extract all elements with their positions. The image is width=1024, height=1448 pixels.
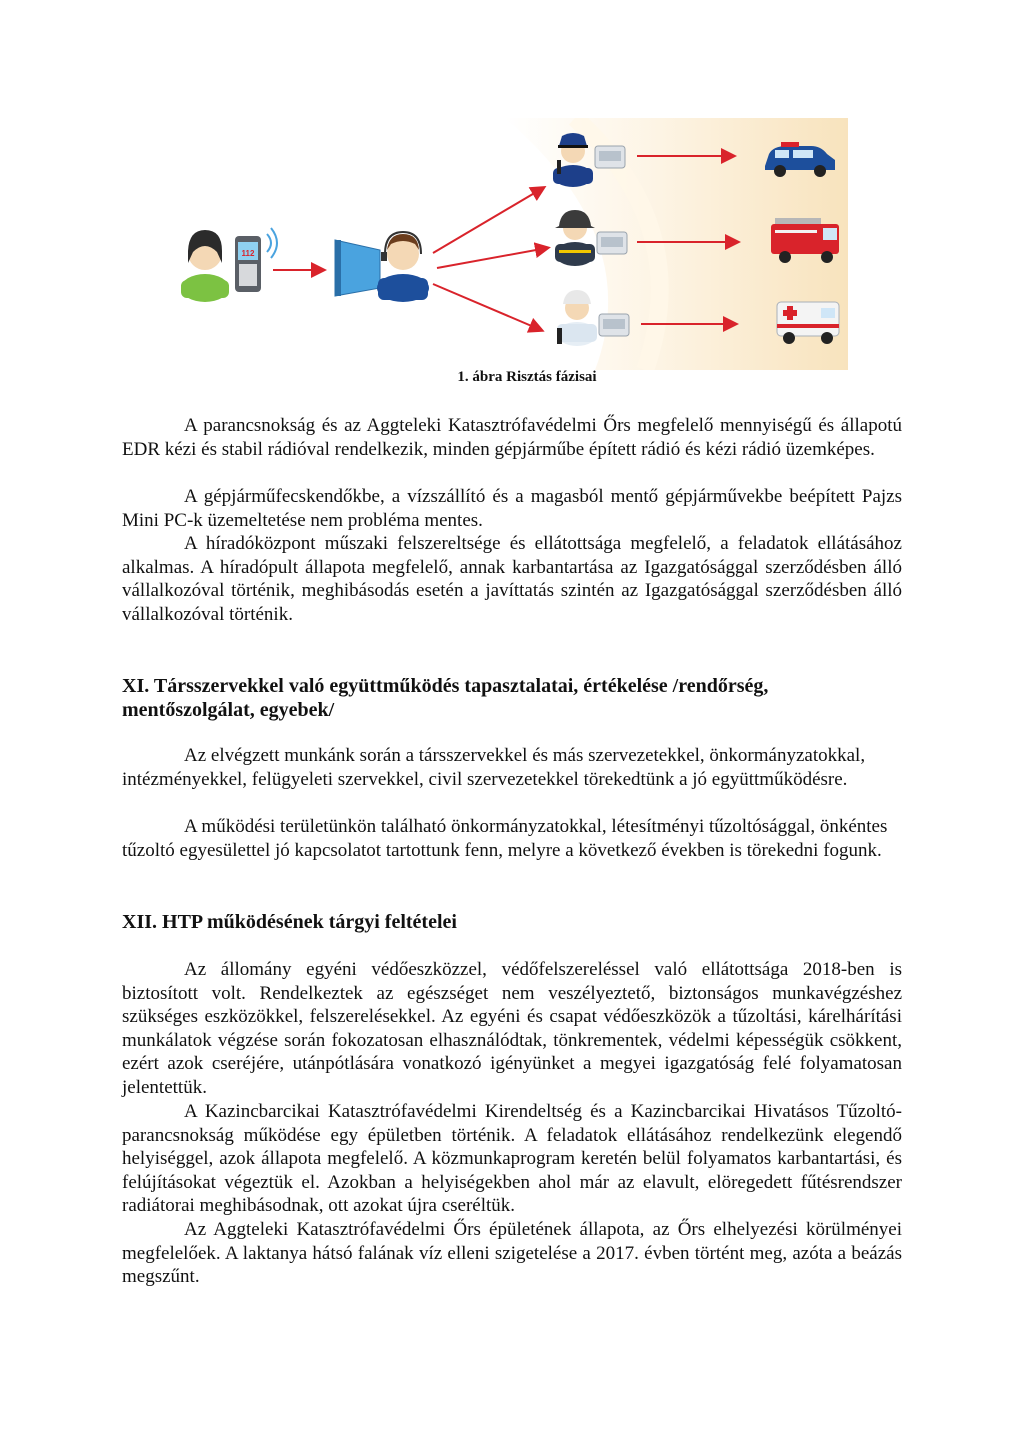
intro-paragraph-3: A híradóközpont műszaki felszereltsége és ellátottsága megfelelő, a feladatok ellátásához alkalmas. A híradópult állapota megfelelő, annak karbantartása az Igazgatósággal szerződésben álló vállalkozóval történik, meghibásodás esetén a javíttatás szintén az Igazgatósággal szerződésben álló vállalkozóval történik. — [122, 533, 902, 625]
section-xi-paragraph-1: Az elvégzett munkánk során a társszervekkel és más szervezetekkel, önkormányzatokkal, intézményekkel, felügyeleti szervekkel, civil szervezetekkel törekedtünk a jó együttműködésre. — [122, 745, 866, 790]
section-xi-heading: XI. Társszervekkel való együttműködés tapasztalatai, értékelése /rendőrség, mentőszolgálat, egyebek/ — [122, 675, 769, 721]
intro-paragraph-2: A gépjárműfecskendőkbe, a vízszállító és a magasból mentő gépjárművekbe beépített Pajzs Mini PC-k üzemeltetése nem probléma mentes. — [122, 486, 902, 531]
section-xii-paragraph-3: Az Aggteleki Katasztrófavédelmi Őrs épületének állapota, az Őrs elhelyezési körülményei megfelelőek. A laktanya hátsó falának víz elleni szigetelése a 2017. évben történt meg, azóta a beázás megszűnt. — [122, 1219, 902, 1288]
intro-paragraph-1: A parancsnokság és az Aggteleki Katasztrófavédelmi Őrs megfelelő mennyiségű és állapotú EDR kézi és stabil rádióval rendelkezik, minden gépjárműbe épített rádió és kézi rádió üzemképes. — [122, 415, 902, 460]
police-phone-icon — [595, 146, 625, 168]
figure-caption: 1. ábra Risztás fázisai — [457, 369, 597, 385]
dispatch-diagram — [175, 118, 848, 370]
arrow-to-fire — [437, 248, 547, 268]
paramedic-phone-icon — [599, 314, 629, 336]
mobile-phone-icon — [235, 228, 277, 292]
phone-screen-text: 112 — [241, 249, 255, 258]
dispatch-figure — [175, 118, 848, 370]
dispatcher-icon — [335, 232, 429, 302]
section-xii-paragraph-1: Az állomány egyéni védőeszközzel, védőfelszereléssel való ellátottsága 2018-ben is biztosított volt. Rendelkeztek az egészséget nem veszélyeztető, biztonságos munkavégzéshez szükséges eszközökkel, felszerelésekkel. Az egyéni és csapat védőeszközök a tűzoltási, kárelhárítási munkálatok végzése során fokozatosan elhasználódtak, tönkrementek, védelmi képességük csökkent, ezért azok cseréjére, utánpótlására vonatkozó igényünket a megyei igazgatóság felé folyamatosan jelentettük. — [122, 959, 902, 1098]
section-xii-paragraph-2: A Kazincbarcikai Katasztrófavédelmi Kirendeltség és a Kazincbarcikai Hivatásos Tűzoltó-parancsnokság működése egy épületben történik. A feladatok ellátásához rendelkezünk elegendő helyiséggel, azok állapota megfelelő. A közmunkaprogram keretén belül folyamatos karbantartási, és felújításokat végeztük el. Azokban a helyiségekben ahol már az elavult, elöregedett fűtésrendszer radiátorai meghibásodnak, ott azokat újra cseréltük. — [122, 1101, 902, 1217]
paramedic-icon — [557, 290, 597, 346]
fire-phone-icon — [597, 232, 627, 254]
section-xii-heading: XII. HTP működésének tárgyi feltételei — [122, 911, 457, 933]
arrow-to-ambulance — [433, 284, 541, 330]
arrow-to-police — [433, 188, 543, 253]
caller-icon — [181, 230, 229, 302]
section-xi-paragraph-2: A működési területünkön található önkormányzatokkal, létesítményi tűzoltósággal, önkéntes tűzoltó egyesülettel jó kapcsolatot tartottunk fenn, melyre a következő években is törekedni fogunk. — [122, 816, 888, 861]
